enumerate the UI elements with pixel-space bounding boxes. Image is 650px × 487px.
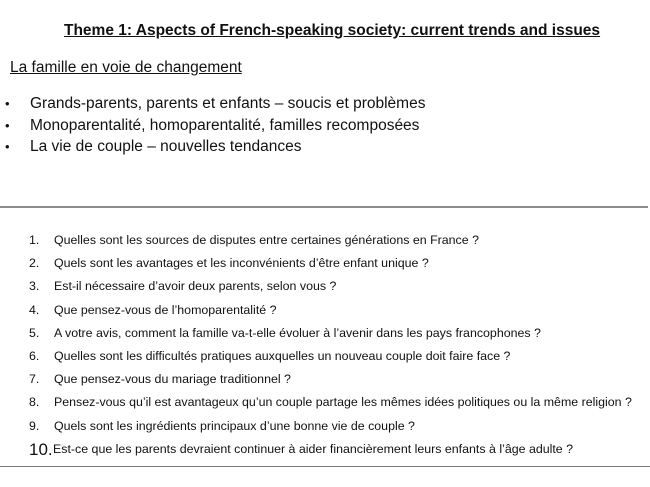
question-text: Quels sont les avantages et les inconvénients d’être enfant unique ? <box>54 256 429 271</box>
question-item <box>0 322 650 345</box>
bullet-item <box>0 93 425 115</box>
question-number: 8. <box>29 395 40 410</box>
question-text: Que pensez-vous du mariage traditionnel ? <box>54 372 291 387</box>
bullet-icon: • <box>5 139 10 154</box>
question-number: 3. <box>29 279 40 294</box>
question-number: 7. <box>29 372 40 387</box>
divider-bottom <box>0 466 650 467</box>
bullet-icon: • <box>5 117 10 133</box>
question-item <box>0 415 650 438</box>
question-list <box>0 229 650 461</box>
page-title: Theme 1: Aspects of French-speaking society: current trends and issues <box>64 22 601 39</box>
question-number: 1. <box>29 233 40 247</box>
question-text: Est-il nécessaire d’avoir deux parents, selon vous ? <box>54 279 337 294</box>
bullet-text: Grands-parents, parents et enfants – soucis et problèmes <box>30 95 426 112</box>
question-number: 9. <box>29 418 40 433</box>
question-item <box>0 252 650 275</box>
question-text: Est-ce que les parents devraient continuer à aider financièrement leurs enfants à l’âge adulte ? <box>53 441 574 456</box>
question-item <box>0 229 650 252</box>
bullet-icon: • <box>5 96 10 111</box>
question-text: Quelles sont les difficultés pratiques auxquelles un nouveau couple doit faire face ? <box>54 348 511 363</box>
question-number: 6. <box>29 348 40 363</box>
question-number: 5. <box>29 325 40 340</box>
bullet-item <box>0 136 425 158</box>
question-number: 2. <box>29 256 40 271</box>
question-text: Quelles sont les sources de disputes entre certaines générations en France ? <box>54 233 479 247</box>
question-item <box>0 299 650 322</box>
question-item <box>0 391 650 414</box>
question-item <box>0 275 650 298</box>
bullet-text: Monoparentalité, homoparentalité, familles recomposées <box>30 116 420 134</box>
question-number: 10. <box>29 439 53 459</box>
question-text: A votre avis, comment la famille va-t-elle évoluer à l’avenir dans les pays francophones ? <box>54 325 541 340</box>
question-item <box>0 438 650 461</box>
question-number: 4. <box>29 302 40 317</box>
divider-top <box>0 206 648 208</box>
question-text: Pensez-vous qu’il est avantageux qu’un couple partage les mêmes idées politiques ou la même religion ? <box>54 395 632 410</box>
question-item <box>0 345 650 368</box>
question-text: Quels sont les ingrédients principaux d’une bonne vie de couple ? <box>54 418 415 433</box>
question-item <box>0 368 650 391</box>
topic-bullet-list <box>0 93 425 158</box>
bullet-item <box>0 115 425 137</box>
bullet-text: La vie de couple – nouvelles tendances <box>30 138 302 155</box>
section-subtitle: La famille en voie de changement <box>10 59 242 76</box>
question-text: Que pensez-vous de l’homoparentalité ? <box>54 302 277 317</box>
